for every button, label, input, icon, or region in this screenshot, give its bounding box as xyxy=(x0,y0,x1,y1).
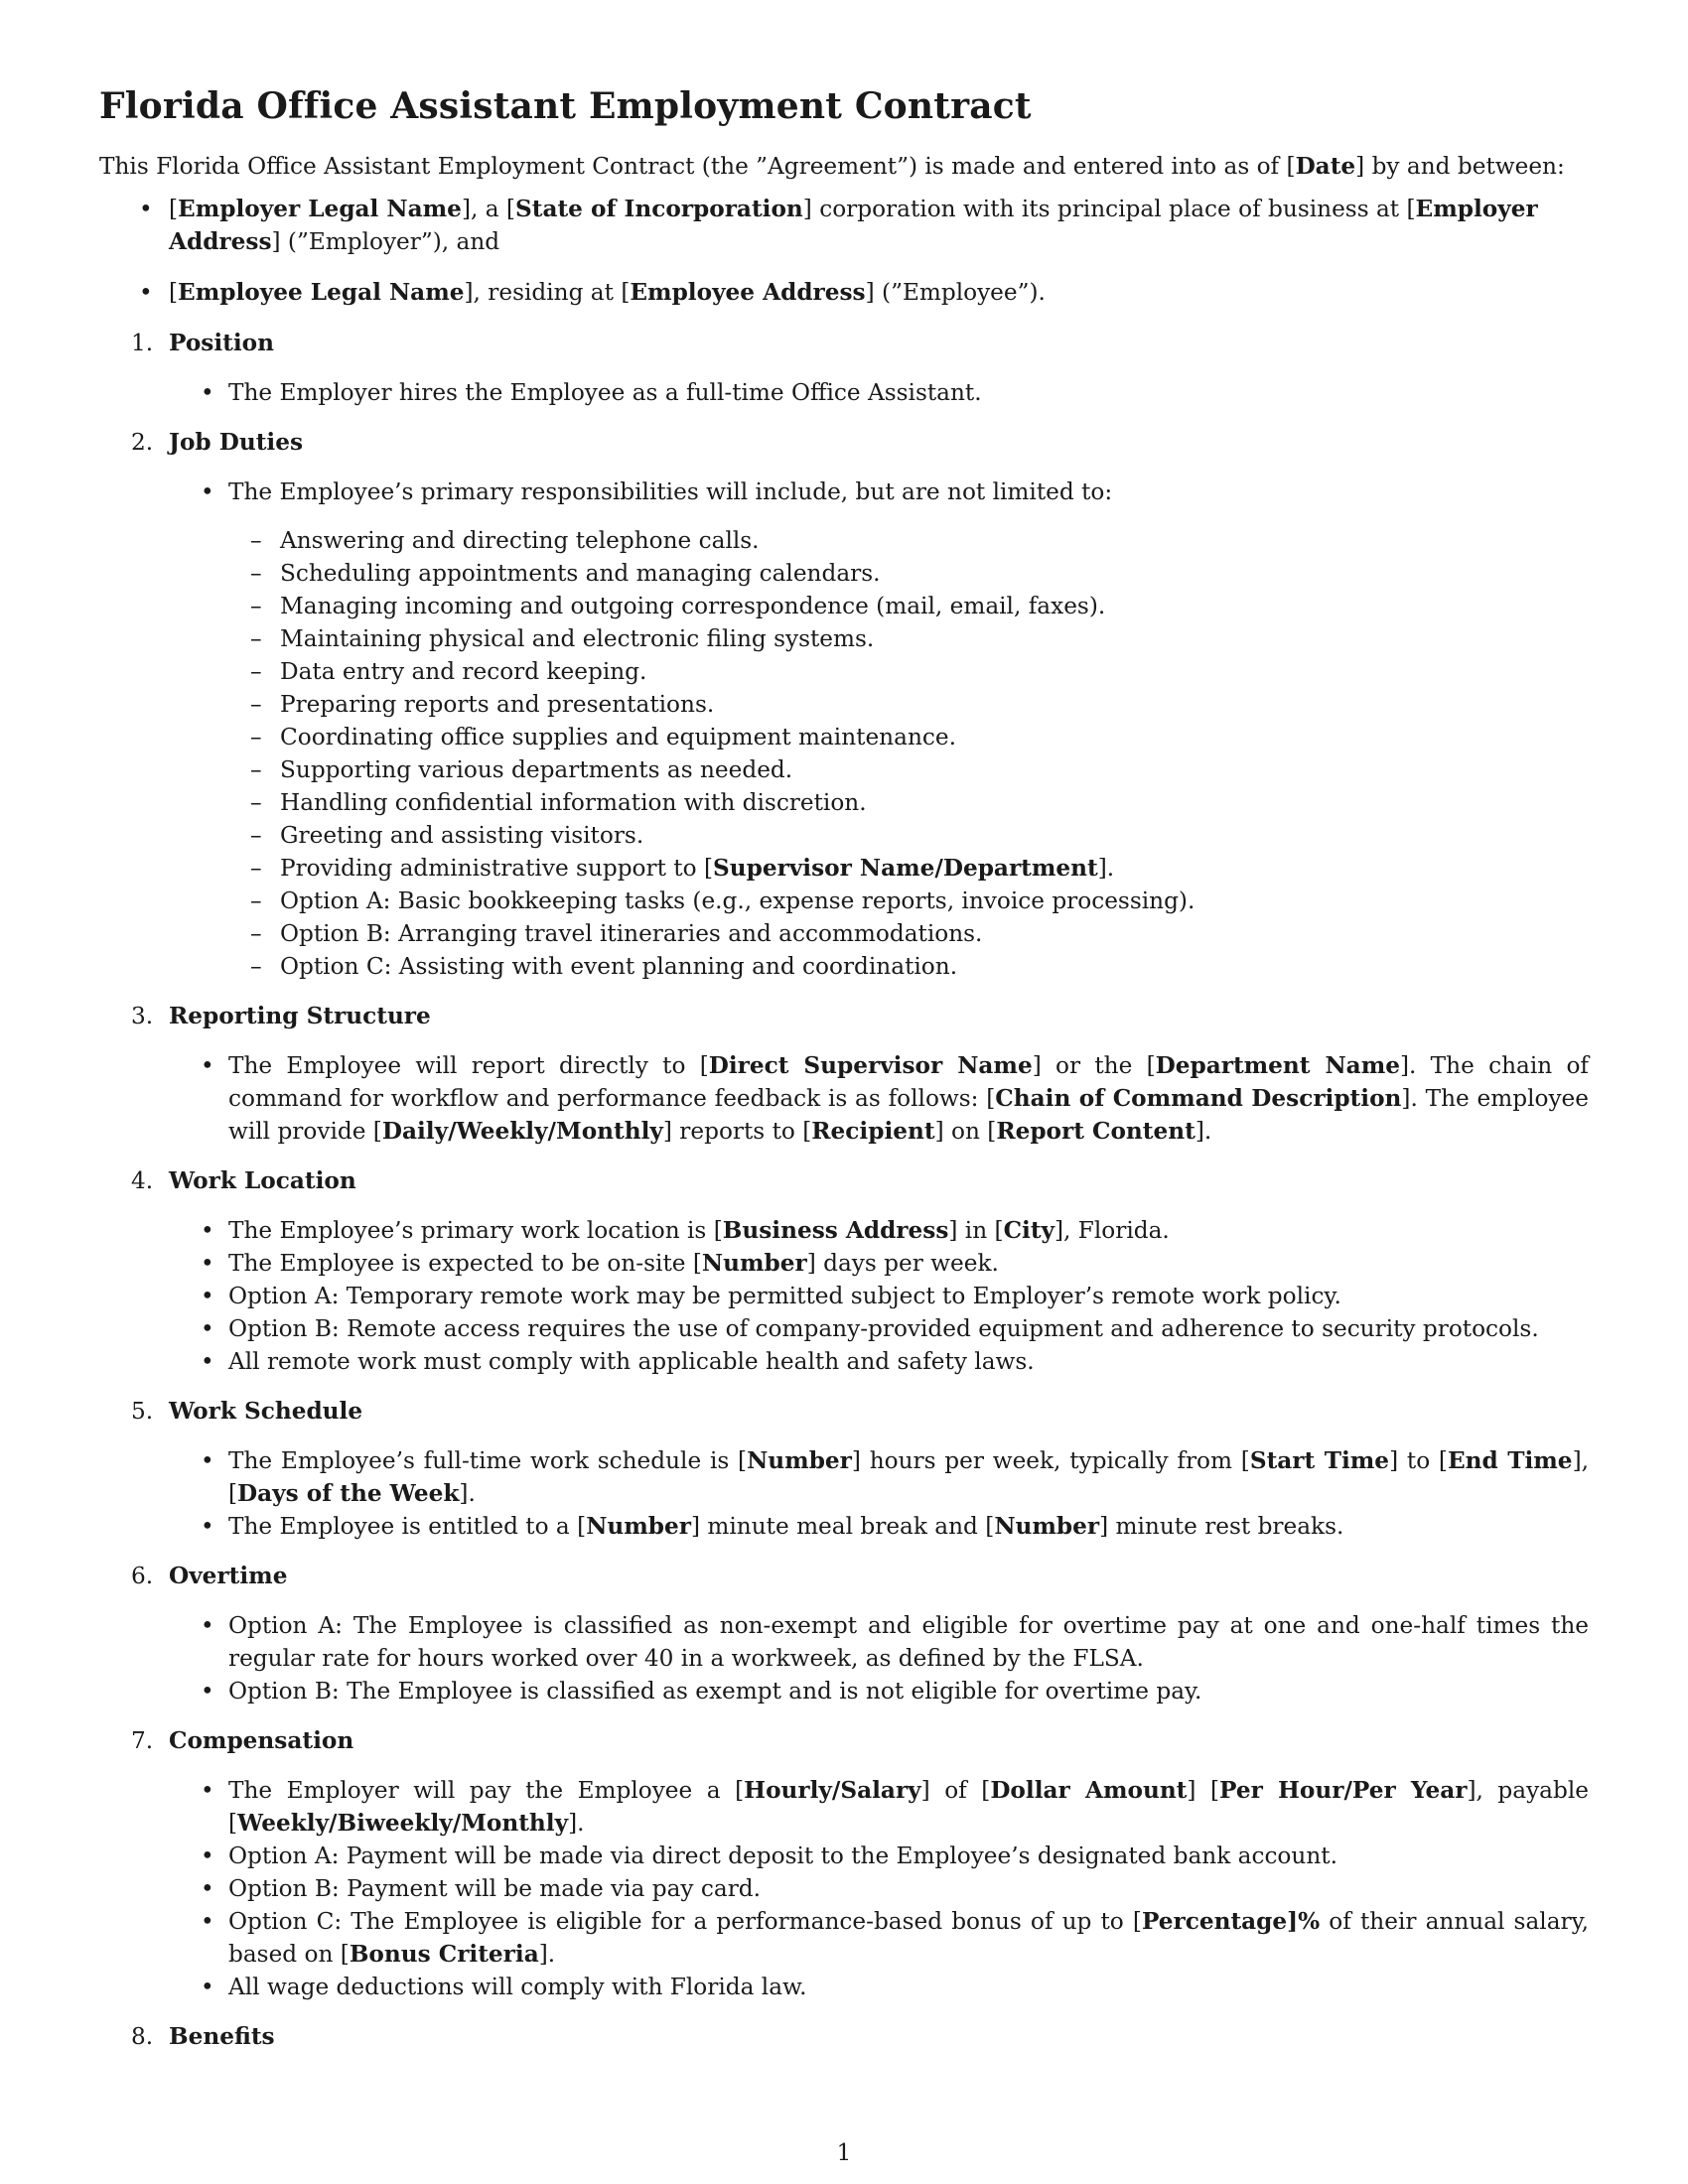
placeholder-field: Bonus Criteria xyxy=(349,1941,539,1968)
section-heading: Compensation xyxy=(169,1727,354,1754)
section-number: 4. xyxy=(131,1167,154,1194)
page-number: 1 xyxy=(836,2140,852,2166)
placeholder-field: End Time xyxy=(1447,1447,1573,1474)
duty-item: – Managing incoming and outgoing correspondence (mail, email, faxes). xyxy=(280,590,1589,622)
placeholder-field: Chain of Command Description xyxy=(995,1085,1402,1112)
list-item: • The Employer will pay the Employee a [Hourly/Salary] of [Dollar Amount] [Per Hour/Per Year], payable [Weekly/Biweekly/Monthly]. xyxy=(228,1774,1589,1840)
list-item: • Option B: Payment will be made via pay card. xyxy=(228,1872,1589,1905)
section-number: 6. xyxy=(131,1563,154,1589)
employer-name-field: Employer Legal Name xyxy=(178,196,462,222)
placeholder-field: Business Address xyxy=(722,1217,949,1244)
placeholder-field: Number xyxy=(994,1513,1100,1540)
list-item: • Option B: Remote access requires the use of company-provided equipment and adherence to security protocols. xyxy=(228,1312,1589,1345)
section-benefits xyxy=(99,2020,1589,2053)
list-item: • The Employer hires the Employee as a full-time Office Assistant. xyxy=(228,376,1589,409)
document-title: Florida Office Assistant Employment Contract xyxy=(99,85,1032,127)
list-item: • The Employee is entitled to a [Number] minute meal break and [Number] minute rest breaks. xyxy=(228,1510,1589,1543)
section-number: 1. xyxy=(131,330,154,356)
employee-address-field: Employee Address xyxy=(630,279,866,306)
list-item: • Option A: The Employee is classified as non-exempt and eligible for overtime pay at one and one-half times the regular rate for hours worked over 40 in a workweek, as defined by the FLSA. xyxy=(228,1609,1589,1675)
duty-item: – Option A: Basic bookkeeping tasks (e.g., expense reports, invoice processing). xyxy=(280,885,1589,917)
supervisor-field: Supervisor Name/Department xyxy=(713,855,1098,882)
party-employee: • [Employee Legal Name], residing at [Employee Address] (”Employee”). xyxy=(169,276,1589,309)
section-work-schedule xyxy=(99,1395,1589,1543)
employer-address-field: Employer Address xyxy=(169,196,1538,255)
sections-list xyxy=(99,327,1589,2053)
placeholder-field: Percentage xyxy=(1141,1908,1288,1935)
duty-item: – Scheduling appointments and managing calendars. xyxy=(280,557,1589,590)
section-reporting-structure xyxy=(99,1000,1589,1148)
placeholder-field: Daily/Weekly/Monthly xyxy=(381,1118,663,1145)
placeholder-field: Direct Supervisor Name xyxy=(708,1052,1033,1079)
duty-item: – Maintaining physical and electronic filing systems. xyxy=(280,622,1589,655)
duty-item: – Supporting various departments as needed. xyxy=(280,753,1589,786)
list-item: • The Employee’s primary work location is [Business Address] in [City], Florida. xyxy=(228,1214,1589,1247)
placeholder-field: City xyxy=(1003,1217,1055,1244)
section-overtime xyxy=(99,1560,1589,1707)
duty-item: – Preparing reports and presentations. xyxy=(280,688,1589,721)
list-item: • The Employee is expected to be on-site [Number] days per week. xyxy=(228,1247,1589,1280)
section-number: 8. xyxy=(131,2023,154,2050)
section-heading: Position xyxy=(169,330,274,356)
section-heading: Benefits xyxy=(169,2023,275,2050)
section-heading: Overtime xyxy=(169,1563,288,1589)
duty-item: – Data entry and record keeping. xyxy=(280,655,1589,688)
section-heading: Job Duties xyxy=(169,429,304,456)
parties-list xyxy=(99,193,1589,309)
placeholder-field: Dollar Amount xyxy=(990,1777,1188,1804)
section-heading: Work Location xyxy=(169,1167,356,1194)
section-number: 5. xyxy=(131,1398,154,1425)
placeholder-field: Per Hour/Per Year xyxy=(1219,1777,1468,1804)
list-item: • Option C: The Employee is eligible for a performance-based bonus of up to [Percentage]% of their annual salary, based on [Bonus Criteria]. xyxy=(228,1905,1589,1971)
section-heading: Reporting Structure xyxy=(169,1003,431,1029)
list-item: • Option A: Temporary remote work may be permitted subject to Employer’s remote work policy. xyxy=(228,1280,1589,1312)
party-employer: • [Employer Legal Name], a [State of Incorporation] corporation with its principal place of business at [Employer Address] (”Employer”), and xyxy=(169,193,1589,258)
list-item: • All remote work must comply with applicable health and safety laws. xyxy=(228,1345,1589,1378)
section-compensation xyxy=(99,1724,1589,2003)
section-position xyxy=(99,327,1589,409)
placeholder-field: Department Name xyxy=(1155,1052,1400,1079)
placeholder-field: Hourly/Salary xyxy=(744,1777,921,1804)
employee-name-field: Employee Legal Name xyxy=(178,279,465,306)
placeholder-field: Recipient xyxy=(811,1118,935,1145)
list-item: • Option A: Payment will be made via direct deposit to the Employee’s designated bank account. xyxy=(228,1840,1589,1872)
duties-list xyxy=(169,524,1589,983)
state-field: State of Incorporation xyxy=(514,196,803,222)
section-number: 3. xyxy=(131,1003,154,1029)
duty-item: – Handling confidential information with discretion. xyxy=(280,786,1589,819)
placeholder-field: Start Time xyxy=(1249,1447,1390,1474)
placeholder-field: Number xyxy=(701,1250,807,1277)
placeholder-field: Report Content xyxy=(996,1118,1196,1145)
contract-page xyxy=(99,84,1589,2070)
section-number: 7. xyxy=(131,1727,154,1754)
date-field: Date xyxy=(1295,153,1356,180)
placeholder-field: Number xyxy=(586,1513,691,1540)
list-item: • Option B: The Employee is classified as exempt and is not eligible for overtime pay. xyxy=(228,1675,1589,1707)
list-item: • All wage deductions will comply with Florida law. xyxy=(228,1971,1589,2003)
intro-paragraph: This Florida Office Assistant Employment Contract (the ”Agreement”) is made and entered into as of [Date] by and between: xyxy=(99,153,1565,180)
list-item: • The Employee’s full-time work schedule is [Number] hours per week, typically from [Start Time] to [End Time], [Days of the Week]. xyxy=(228,1444,1589,1510)
section-job-duties xyxy=(99,426,1589,983)
list-item: • The Employee’s primary responsibilities will include, but are not limited to: xyxy=(228,476,1589,508)
placeholder-field: Number xyxy=(747,1447,852,1474)
placeholder-field: Days of the Week xyxy=(237,1480,460,1507)
duty-item: – Greeting and assisting visitors. xyxy=(280,819,1589,852)
duty-item: – Coordinating office supplies and equipment maintenance. xyxy=(280,721,1589,753)
placeholder-field: Weekly/Biweekly/Monthly xyxy=(237,1810,569,1837)
list-item: • The Employee will report directly to [Direct Supervisor Name] or the [Department Name]. The chain of command for workflow and performance feedback is as follows: [Chain of Command Description]. The employee will provide [Daily/Weekly/Monthly] reports to [Recipient] on [Report Content]. xyxy=(228,1049,1589,1148)
duty-item: – Answering and directing telephone calls. xyxy=(280,524,1589,557)
duty-item: – Providing administrative support to [Supervisor Name/Department]. xyxy=(280,852,1589,885)
duty-item: – Option B: Arranging travel itineraries and accommodations. xyxy=(280,917,1589,950)
section-work-location xyxy=(99,1164,1589,1378)
section-heading: Work Schedule xyxy=(169,1398,363,1425)
duty-item: – Option C: Assisting with event planning and coordination. xyxy=(280,950,1589,983)
section-number: 2. xyxy=(131,429,154,456)
